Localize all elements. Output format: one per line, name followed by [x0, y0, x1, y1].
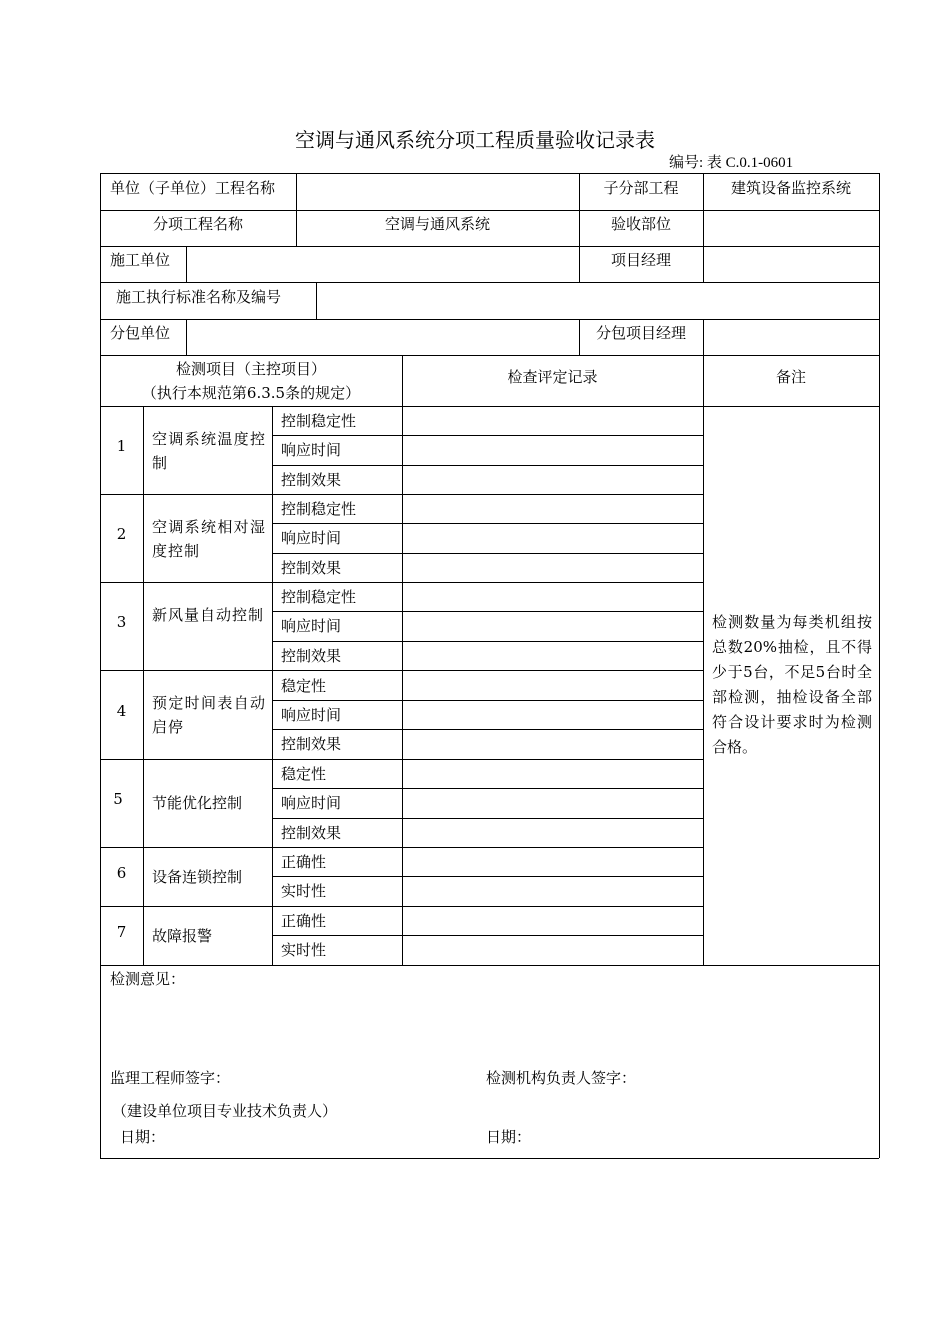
sub-item: 控制效果: [281, 471, 342, 489]
sub-row-divider: [272, 876, 703, 877]
acceptance-record-table: [100, 173, 879, 1158]
acceptance-part-label: 验收部位: [610, 215, 671, 233]
row-divider: [100, 355, 879, 356]
sub-item: 控制效果: [281, 559, 342, 577]
remark-text: 检测数量为每类机组按总数20%抽检，且不得少于5台，不足5台时全部检测，抽检设备全部符合设计要求时为检测合格。: [712, 613, 872, 756]
sub-item: 控制效果: [281, 647, 342, 665]
group-divider: [100, 494, 703, 495]
sub-row-divider: [272, 700, 703, 701]
sub-item: 稳定性: [281, 677, 327, 695]
row-divider: [100, 319, 879, 320]
sub-row-divider: [272, 435, 703, 436]
record-header: 检查评定记录: [507, 368, 598, 386]
group-divider: [100, 847, 703, 848]
project-name-label: 单位（子单位）工程名称: [110, 179, 276, 197]
row-divider: [100, 965, 879, 966]
col-divider: [272, 406, 273, 965]
group-divider: [100, 759, 703, 760]
item-number: 7: [116, 923, 127, 941]
date-right-label: 日期：: [486, 1128, 532, 1146]
row-divider: [100, 210, 879, 211]
col-divider: [703, 319, 704, 355]
item-number: 5: [113, 790, 123, 808]
row-divider: [100, 246, 879, 247]
items-header-line2: （执行本规范第6.3.5条的规定）: [141, 384, 361, 402]
col-divider: [186, 246, 187, 282]
item-name: 新风量自动控制: [152, 606, 265, 624]
col-divider: [703, 246, 704, 282]
col-divider: [186, 319, 187, 355]
row-divider: [100, 406, 879, 407]
sub-item: 实时性: [281, 941, 327, 959]
project-manager-label: 项目经理: [610, 251, 671, 269]
item-number: 3: [116, 613, 127, 631]
sub-item: 响应时间: [281, 794, 342, 812]
item-project-value[interactable]: 空调与通风系统: [384, 215, 490, 233]
item-number: 6: [116, 864, 127, 882]
page-title: 空调与通风系统分项工程质量验收记录表: [295, 128, 655, 152]
sub-row-divider: [272, 935, 703, 936]
sub-item: 控制效果: [281, 735, 342, 753]
sub-row-divider: [272, 611, 703, 612]
item-name: 空调系统相对湿度控制: [152, 518, 266, 560]
col-divider: [316, 282, 317, 319]
sub-pm-label: 分包项目经理: [595, 324, 686, 342]
items-header-line1: 检测项目（主控项目）: [175, 360, 326, 378]
opinion-label: 检测意见：: [110, 970, 186, 988]
sub-item: 控制稳定性: [281, 588, 357, 606]
remark-header: 备注: [775, 368, 806, 386]
sub-row-divider: [272, 729, 703, 730]
group-divider: [100, 906, 703, 907]
item-name: 故障报警: [152, 927, 213, 945]
item-name: 设备连锁控制: [152, 868, 243, 886]
sub-item: 正确性: [281, 853, 327, 871]
sub-item: 响应时间: [281, 706, 342, 724]
item-name: 节能优化控制: [152, 794, 243, 812]
sub-row-divider: [272, 523, 703, 524]
sub-item: 正确性: [281, 912, 327, 930]
table-border-bottom: [100, 1158, 879, 1159]
item-project-label: 分项工程名称: [152, 215, 243, 233]
sub-item: 实时性: [281, 882, 327, 900]
sub-item: 响应时间: [281, 529, 342, 547]
item-number: 4: [116, 702, 127, 720]
sub-item: 响应时间: [281, 441, 342, 459]
row-divider: [100, 282, 879, 283]
sub-row-divider: [272, 641, 703, 642]
standard-label: 施工执行标准名称及编号: [116, 288, 282, 306]
group-divider: [100, 582, 703, 583]
item-name: 预定时间表自动启停: [152, 694, 266, 736]
item-name: 空调系统温度控制: [152, 430, 266, 472]
sub-item: 控制稳定性: [281, 500, 357, 518]
sub-row-divider: [272, 788, 703, 789]
sub-row-divider: [272, 818, 703, 819]
table-border-top: [100, 173, 879, 174]
col-divider: [703, 355, 704, 965]
sub-row-divider: [272, 553, 703, 554]
supervisor-sign-label: 监理工程师签字：: [110, 1069, 231, 1087]
sub-row-divider: [272, 465, 703, 466]
item-number: 2: [116, 525, 127, 543]
col-divider: [402, 406, 403, 965]
document-number: 编号: 表 C.0.1-0601: [669, 155, 794, 171]
sub-division-value[interactable]: 建筑设备监控系统: [730, 179, 851, 197]
table-border-right: [879, 173, 880, 1158]
item-number: 1: [116, 437, 127, 455]
inspector-sign-label: 检测机构负责人签字：: [486, 1069, 637, 1087]
sub-item: 控制效果: [281, 824, 342, 842]
table-border-left: [100, 173, 101, 1158]
col-divider: [296, 173, 297, 246]
date-left-label: 日期：: [120, 1128, 166, 1146]
group-divider: [100, 670, 703, 671]
owner-note: （建设单位项目专业技术负责人）: [112, 1102, 338, 1120]
sub-item: 控制稳定性: [281, 412, 357, 430]
subcontractor-label: 分包单位: [110, 324, 171, 342]
contractor-label: 施工单位: [110, 251, 171, 269]
sub-item: 响应时间: [281, 617, 342, 635]
sub-division-label: 子分部工程: [603, 179, 679, 197]
col-divider: [143, 406, 144, 965]
sub-item: 稳定性: [281, 765, 327, 783]
